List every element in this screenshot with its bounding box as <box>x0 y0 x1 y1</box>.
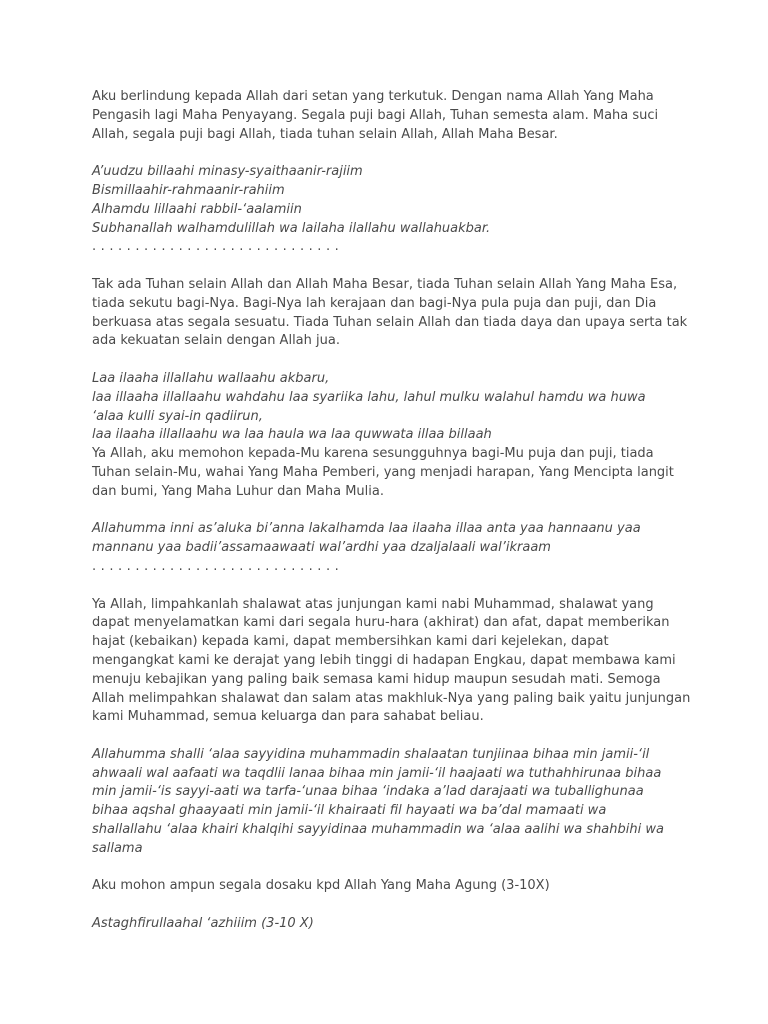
text-line: Allahumma shalli ‘alaa sayyidina muhammadin shalaatan tunjiinaa bihaa min jamii-‘il <box>92 746 650 762</box>
paragraph-doa-translation <box>92 445 692 501</box>
text-line: Pengasih lagi Maha Penyayang. Segala puji bagi Allah, Tuhan semesta alam. Maha suci <box>92 107 659 123</box>
paragraph-gap <box>92 257 692 276</box>
text-line: menuju kebajikan yang paling baik semasa kami hidup maupun sesudah mati. Semoga <box>92 671 661 687</box>
paragraph-doa-arabic <box>92 520 692 558</box>
text-line: Ya Allah, aku memohon kepada-Mu karena sesungguhnya bagi-Mu puja dan puji, tiada <box>92 446 654 462</box>
text-line: dapat menyelamatkan kami dari segala huru-hara (akhirat) dan afat, dapat memberikan <box>92 615 670 631</box>
paragraph-istighfar-arabic <box>92 915 692 934</box>
text-line: hajat (kebaikan) kepada kami, dapat membersihkan kami dari kejelekan, dapat <box>92 634 609 650</box>
text-line: Aku berlindung kepada Allah dari setan yang terkutuk. Dengan nama Allah Yang Maha <box>92 89 654 104</box>
paragraph-tahlil-arabic <box>92 370 692 445</box>
text-line: Aku mohon ampun segala dosaku kpd Allah Yang Maha Agung (3-10X) <box>92 878 550 894</box>
text-line: Allahumma inni as’aluka bi’anna lakalhamda laa ilaaha illaa anta yaa hannaanu yaa <box>92 521 641 537</box>
paragraph-gap <box>92 502 692 521</box>
text-line: mengangkat kami ke derajat yang lebih tinggi di hadapan Engkau, dapat membawa kami <box>92 652 676 668</box>
paragraph-gap <box>92 896 692 915</box>
text-line: Bismillaahir-rahmaanir-rahiim <box>92 182 285 198</box>
paragraph-taawudz-translation <box>92 88 692 144</box>
paragraph-shalawat-translation <box>92 596 692 728</box>
text-line: Laa ilaaha illallahu wallaahu akbaru, <box>92 370 330 386</box>
paragraph-gap <box>92 727 692 746</box>
text-line: berkuasa atas segala sesuatu. Tiada Tuhan selain Allah dan tiada daya dan upaya serta tak <box>92 314 688 330</box>
paragraph-tahlil-translation <box>92 276 692 351</box>
text-line: Allah melimpahkan shalawat dan salam atas makhluk-Nya yang paling baik yaitu junjungan <box>92 690 691 706</box>
paragraph-shalawat-arabic <box>92 746 692 859</box>
text-line: Astaghfirullaahal ‘azhiiim (3-10 X) <box>92 916 314 932</box>
text-line: laa illaaha illallaahu wahdahu laa syariika lahu, lahul mulku walahul hamdu wa huwa <box>92 389 646 405</box>
paragraph-istighfar-translation <box>92 877 692 896</box>
paragraph-gap <box>92 859 692 878</box>
text-line: Tuhan selain-Mu, wahai Yang Maha Pemberi, yang menjadi harapan, Yang Mencipta langit <box>92 464 674 480</box>
text-line: Alhamdu lillaahi rabbil-‘aalamiin <box>92 201 302 217</box>
text-line: shallallahu ‘alaa khairi khalqihi sayyidinaa muhammadin wa ‘alaa aalihi wa shahbihi wa <box>92 822 664 838</box>
paragraph-taawudz-arabic <box>92 163 692 238</box>
document-page <box>92 88 692 934</box>
text-line: Tak ada Tuhan selain Allah dan Allah Maha Besar, tiada Tuhan selain Allah Yang Maha Esa, <box>92 276 678 292</box>
text-line: laa ilaaha illallaahu wa laa haula wa laa quwwata illaa billaah <box>92 427 492 443</box>
text-line: A’uudzu billaahi minasy-syaithaanir-rajiim <box>92 164 363 180</box>
paragraph-gap <box>92 351 692 370</box>
text-line: ‘alaa kulli syai-in qadiirun, <box>92 408 263 424</box>
paragraph-gap <box>92 577 692 596</box>
text-line: ada kekuatan selain dengan Allah jua. <box>92 333 340 349</box>
dotted-separator: . . . . . . . . . . . . . . . . . . . . . . . . . . . . . <box>92 239 339 255</box>
text-line: tiada sekutu bagi-Nya. Bagi-Nya lah kerajaan dan bagi-Nya pula puja dan puji, dan Dia <box>92 295 657 311</box>
text-line: dan bumi, Yang Maha Luhur dan Maha Mulia. <box>92 483 384 499</box>
text-line: min jamii-‘is sayyi-aati wa tarfa-‘unaa bihaa ‘indaka a’lad darajaati wa tuballighunaa <box>92 784 644 800</box>
text-line: Allah, segala puji bagi Allah, tiada tuhan selain Allah, Allah Maha Besar. <box>92 126 558 142</box>
text-line: ahwaali wal aafaati wa taqdlii lanaa bihaa min jamii-‘il haajaati wa tuthahhirunaa bihaa <box>92 765 662 781</box>
dotted-separator: . . . . . . . . . . . . . . . . . . . . . . . . . . . . . <box>92 558 339 574</box>
text-line: Subhanallah walhamdulillah wa lailaha ilallahu wallahuakbar. <box>92 220 491 236</box>
paragraph-gap <box>92 144 692 163</box>
text-line: mannanu yaa badii’assamaawaati wal’ardhi yaa dzaljalaali wal’ikraam <box>92 540 551 556</box>
text-line: Ya Allah, limpahkanlah shalawat atas junjungan kami nabi Muhammad, shalawat yang <box>92 596 654 612</box>
text-line: sallama <box>92 840 143 856</box>
text-line: kami Muhammad, semua keluarga dan para sahabat beliau. <box>92 709 484 725</box>
text-line: bihaa aqshal ghaayaati min jamii-‘il khairaati fil hayaati wa ba’dal mamaati wa <box>92 803 607 819</box>
